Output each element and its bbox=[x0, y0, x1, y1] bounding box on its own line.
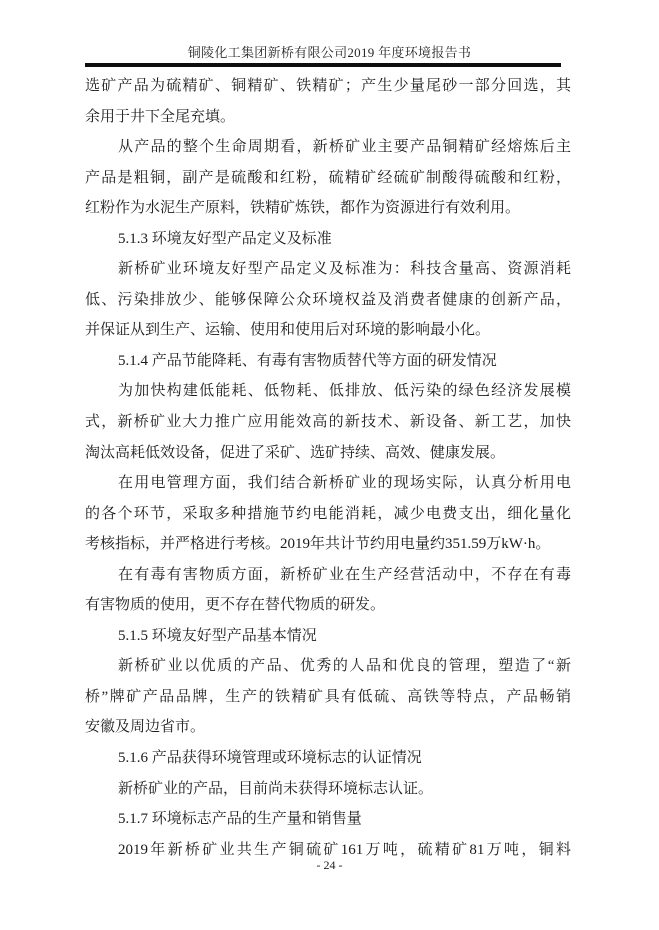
text-line: 的各个环节，采取多种措施节约电能消耗，减少电费支出，细化量化 bbox=[85, 505, 571, 522]
text-line: 安徽及周边省市。 bbox=[85, 719, 206, 736]
section-heading-5-1-7: 5.1.7 环境标志产品的生产量和销售量 bbox=[118, 811, 362, 828]
page-header-title: 铜陵化工集团新桥有限公司2019 年度环境报告书 bbox=[187, 45, 472, 60]
section-heading-5-1-4: 5.1.4 产品节能降耗、有毒有害物质替代等方面的研发情况 bbox=[118, 352, 497, 369]
text-line: 为加快构建低能耗、低物耗、低排放、低污染的绿色经济发展模 bbox=[118, 383, 571, 400]
section-heading-5-1-5: 5.1.5 环境友好型产品基本情况 bbox=[118, 627, 317, 644]
text-line: 新桥矿业环境友好型产品定义及标准为：科技含量高、资源消耗 bbox=[118, 261, 571, 278]
header-rule bbox=[85, 63, 561, 67]
text-line: 淘汰高耗低效设备，促进了采矿、选矿持续、高效、健康发展。 bbox=[85, 444, 506, 461]
text-line: 低、污染排放少、能够保障公众环境权益及消费者健康的创新产品， bbox=[85, 291, 571, 308]
text-line: 在用电管理方面，我们结合新桥矿业的现场实际，认真分析用电 bbox=[118, 475, 571, 492]
text-line: 2019年新桥矿业共生产铜硫矿161万吨，硫精矿81万吨，铜料 bbox=[118, 841, 571, 858]
section-heading-5-1-3: 5.1.3 环境友好型产品定义及标准 bbox=[118, 230, 332, 247]
text-line: 新桥矿业的产品，目前尚未获得环境标志认证。 bbox=[118, 780, 434, 797]
text-line: 并保证从到生产、运输、使用和使用后对环境的影响最小化。 bbox=[85, 322, 491, 339]
text-line: 新桥矿业以优质的产品、优秀的人品和优良的管理，塑造了“新 bbox=[118, 658, 571, 675]
text-line: 产品是粗铜，副产是硫酸和红粉，硫精矿经硫矿制酸得硫酸和红粉， bbox=[85, 169, 571, 186]
text-line: 考核指标，并严格进行考核。2019年共计节约用电量约351.59万kW·h。 bbox=[85, 536, 551, 553]
document-body bbox=[85, 71, 571, 865]
page-number: - 24 - bbox=[316, 858, 343, 872]
text-line: 式，新桥矿业大力推广应用能效高的新技术、新设备、新工艺，加快 bbox=[85, 414, 571, 431]
text-line: 从产品的整个生命周期看，新桥矿业主要产品铜精矿经熔炼后主 bbox=[118, 139, 571, 156]
text-line: 红粉作为水泥生产原料，铁精矿炼铁，都作为资源进行有效利用。 bbox=[85, 200, 521, 217]
text-line: 桥”牌矿产品品牌，生产的铁精矿具有低硫、高铁等特点，产品畅销 bbox=[85, 688, 571, 705]
section-heading-5-1-6: 5.1.6 产品获得环境管理或环境标志的认证情况 bbox=[118, 750, 422, 767]
text-line: 选矿产品为硫精矿、铜精矿、铁精矿；产生少量尾砂一部分回选，其 bbox=[85, 78, 571, 94]
text-line: 有害物质的使用，更不存在替代物质的研发。 bbox=[85, 597, 386, 614]
text-line: 在有毒有害物质方面，新桥矿业在生产经营活动中，不存在有毒 bbox=[118, 566, 571, 583]
text-line: 余用于井下全尾充填。 bbox=[85, 108, 236, 125]
